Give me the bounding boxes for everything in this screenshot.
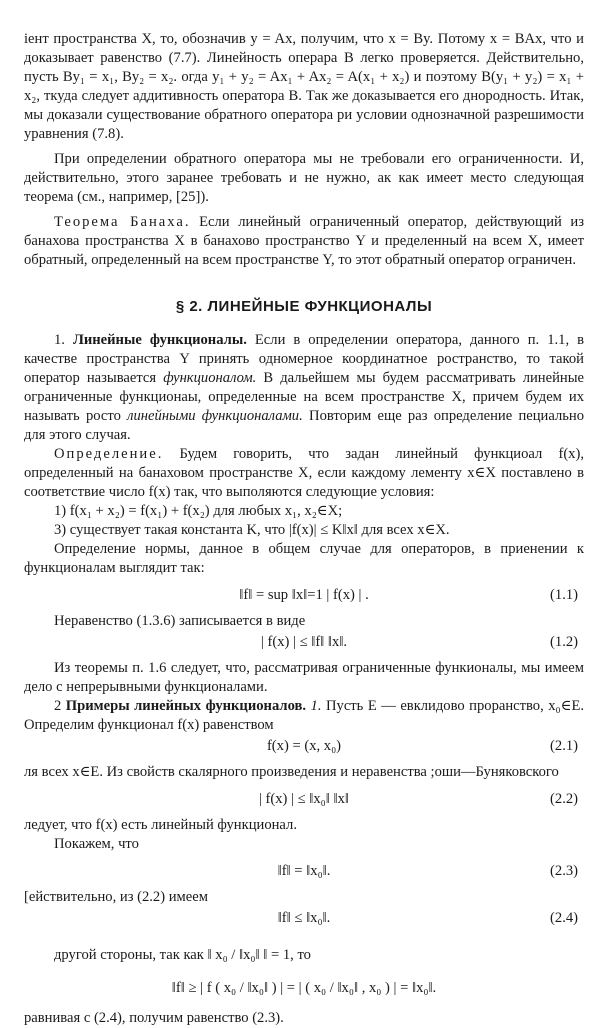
subsection-title: Примеры линейных функционалов. bbox=[65, 698, 307, 714]
formula-expression: ‖f‖ ≥ | f ( x₀ / ‖x₀‖ ) | = | ( x₀ / ‖x₀‖ , x₀ ) | = ‖x₀‖. bbox=[171, 980, 437, 996]
paragraph-linear-functionals bbox=[24, 331, 584, 445]
formula-expression: ‖f‖ ≤ ‖x₀‖. bbox=[277, 910, 331, 926]
formula-number: (1.2) bbox=[550, 634, 578, 650]
condition-boundedness: 3) существует такая константа K, что |f(x)| ≤ K‖x‖ для всех x∈X. bbox=[54, 522, 450, 538]
formula-number: (2.2) bbox=[550, 791, 578, 807]
document-page bbox=[24, 30, 584, 1028]
formula-2-2 bbox=[24, 788, 584, 810]
paragraph-proof-end: іент пространства X, то, обозначив y = Ax, получим, что x = By. Потому x = BAx, что и доказывает равенство (7.7). Линейность операра B легко проверяется. Действительно, пусть By₁ = x₁, By₂ = x₂. огда y₁ + y₂ = Ax₁ + Ax₂ = A(x₁ + x₂) и поэтому B(y₁ + y₂) = x₁ + x₂, ткуда следует аддитивность оператора B. Так же доказывается его днородность. Итак, мы доказали существование обратного оператора ри условии однозначной разрешимости уравнения (7.8). bbox=[24, 31, 584, 142]
formula-expression: f(x) = (x, x₀) bbox=[266, 738, 342, 754]
formula-expression: | f(x) | ≤ ‖x₀‖ ‖x‖ bbox=[258, 791, 350, 807]
paragraph-indeed: [ействительно, из (2.2) имеем bbox=[24, 889, 208, 905]
paragraph-definition bbox=[24, 445, 584, 502]
formula-expression: | f(x) | ≤ ‖f‖ ‖x‖. bbox=[260, 634, 348, 650]
definition-text: Будем говорить, что задан линейный функциоал f(x), определенный на банаховом пространстве X, если каждому лементу x∈X поставлено в соответствие число f(x) так, что выполяются следующие условия: bbox=[24, 446, 584, 500]
formula-number: (2.1) bbox=[550, 738, 578, 754]
formula-number: (2.4) bbox=[550, 910, 578, 926]
term-functional: функционалом. bbox=[163, 370, 257, 386]
formula-number: (2.3) bbox=[550, 863, 578, 879]
paragraph-boundedness: При определении обратного оператора мы не требовали его ограниченности. И, действительно, этого заранее требовать и не нужно, ак как имеет место следующая теорема (см., например, [25]). bbox=[24, 151, 584, 205]
paragraph-examples bbox=[24, 697, 584, 735]
formula-expression: ‖f‖ = ‖x₀‖. bbox=[277, 863, 331, 879]
subsection-number: 2 bbox=[54, 698, 66, 714]
term-linear-functionals: линейными функционалами. bbox=[127, 408, 303, 424]
section-title: § 2. ЛИНЕЙНЫЕ ФУНКЦИОНАЛЫ bbox=[175, 298, 433, 315]
paragraph-text: В дальейшем мы будем рассматривать линейные ограниченные функционаы, определенные на всем пространстве X, причем будем их называть росто bbox=[24, 370, 584, 424]
formula-2-3 bbox=[24, 860, 584, 882]
theorem-text: Если линейный ограниченный оператор, действующий из банахова пространства X в банахово пространство Y и пределенный на всем X, имеет обратный, определенный на всем пространстве Y, то этот обратный оператор ограничен. bbox=[24, 214, 585, 268]
example-number: 1. bbox=[306, 698, 322, 714]
definition-label: Определение. bbox=[54, 446, 164, 462]
subsection-number: 1. bbox=[54, 332, 73, 348]
paragraph-text: Пусть E — евклидово проранство, x₀∈E. Определим функционал f(x) равенством bbox=[24, 698, 585, 733]
paragraph-other-side: другой стороны, так как ‖ x₀ / ‖x₀‖ ‖ = 1, то bbox=[54, 947, 311, 963]
theorem-label: Теорема Банаха. bbox=[54, 214, 191, 230]
paragraph-norm-definition: Определение нормы, данное в общем случае для операторов, в приенении к функционалам выглядит так: bbox=[24, 541, 584, 576]
formula-number: (1.1) bbox=[550, 587, 578, 603]
formula-2-1 bbox=[24, 735, 584, 757]
paragraph-cauchy: ля всех x∈E. Из свойств скалярного произведения и неравенства ;оши—Буняковского bbox=[24, 764, 559, 780]
formula-1-1 bbox=[24, 584, 584, 606]
paragraph-banach-theorem bbox=[24, 213, 584, 270]
formula-expression: ‖f‖ = sup ‖x‖=1 | f(x) | . bbox=[239, 587, 369, 603]
paragraph-text: Если в определении оператора, данного п. 1.1, в качестве пространства Y принять одномерное координатное ространство, то такой оператор называется bbox=[24, 332, 585, 386]
formula-1-2 bbox=[24, 631, 584, 653]
condition-additivity: 1) f(x₁ + x₂) = f(x₁) + f(x₂) для любых x₁, x₂∈X; bbox=[54, 503, 343, 519]
formula-norm-bound bbox=[24, 977, 584, 999]
paragraph-linear-conclusion: ледует, что f(x) есть линейный функционал. bbox=[24, 817, 297, 833]
paragraph-comparison: равнивая с (2.4), получим равенство (2.3). bbox=[24, 1010, 284, 1026]
formula-2-4 bbox=[24, 907, 584, 929]
paragraph-show: Покажем, что bbox=[54, 836, 139, 852]
subsection-title: Линейные функционалы. bbox=[72, 332, 247, 348]
paragraph-inequality: Неравенство (1.3.6) записывается в виде bbox=[54, 613, 306, 629]
paragraph-text: Повторим еще раз определение пециально для этого случая. bbox=[24, 408, 584, 443]
paragraph-continuity: Из теоремы п. 1.6 следует, что, рассматривая ограниченные функионалы, мы имеем дело с непрерывными функционалами. bbox=[24, 660, 584, 695]
